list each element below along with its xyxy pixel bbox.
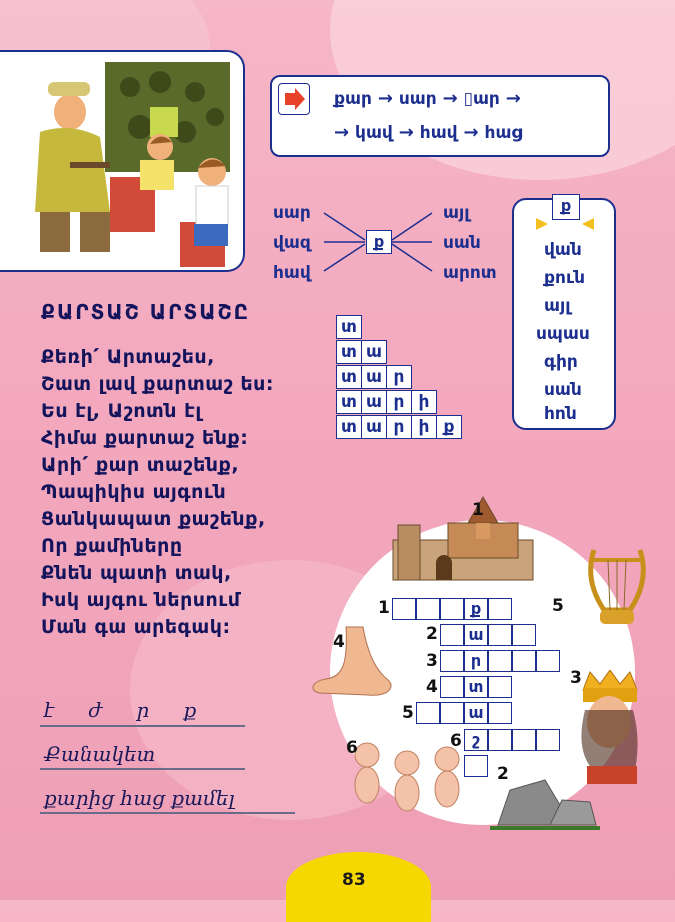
chain-word: հաց bbox=[484, 123, 523, 143]
column-word: գիր bbox=[544, 352, 578, 372]
crossword-cell[interactable] bbox=[440, 676, 464, 698]
writing-line bbox=[40, 812, 295, 814]
crossword-cell[interactable] bbox=[416, 598, 440, 620]
pyramid-cell: ր bbox=[386, 415, 412, 439]
poem-line: Քեռի՛ Արտաշես, bbox=[41, 346, 215, 368]
star-right-word: այլ bbox=[443, 203, 470, 223]
crossword-cell[interactable] bbox=[488, 624, 512, 646]
crossword-cell[interactable] bbox=[488, 676, 512, 698]
pyramid-cell: տ bbox=[336, 415, 362, 439]
pyramid-cell: ա bbox=[361, 365, 387, 389]
chain-word: ▯ար bbox=[463, 89, 500, 109]
stonemason-illustration bbox=[0, 50, 245, 272]
foot-picture bbox=[308, 625, 398, 700]
crossword-cell[interactable] bbox=[488, 702, 512, 724]
column-word: սան bbox=[544, 380, 582, 400]
crossword-cell[interactable]: ա bbox=[464, 702, 488, 724]
arrow-right-icon: → bbox=[505, 88, 521, 109]
pyramid-cell: ի bbox=[411, 390, 437, 414]
page-number: 83 bbox=[342, 870, 366, 890]
star-right-word: արոտ bbox=[443, 263, 497, 283]
row-number: 5 bbox=[402, 703, 414, 723]
word-chain-box bbox=[270, 75, 610, 157]
crossword-cell[interactable]: ք bbox=[464, 598, 488, 620]
crossword-cell[interactable] bbox=[440, 598, 464, 620]
column-word: վան bbox=[544, 240, 582, 260]
clue-number: 6 bbox=[346, 738, 358, 758]
writing-line bbox=[40, 725, 245, 727]
column-word: քուն bbox=[544, 268, 586, 288]
clue-number: 3 bbox=[570, 668, 582, 688]
star-center-letter: ք bbox=[366, 230, 392, 254]
star-left-word: հավ bbox=[273, 263, 311, 283]
poem-line: Իսկ այգու ներսում bbox=[41, 589, 241, 611]
arrow-right-icon: → bbox=[442, 88, 458, 109]
chain-word: սար bbox=[398, 89, 437, 109]
pyramid-cell: ա bbox=[361, 340, 387, 364]
crossword-cell[interactable] bbox=[488, 598, 512, 620]
crossword-cell[interactable]: տ bbox=[464, 676, 488, 698]
chain-row-1 bbox=[334, 88, 521, 109]
poem-line: Ման գա արեգակ: bbox=[41, 616, 231, 638]
queen-picture bbox=[575, 670, 645, 785]
crossword-cell[interactable]: ր bbox=[464, 650, 488, 672]
word-column-box bbox=[512, 198, 616, 430]
poem-line: Քնեն պատի տակ, bbox=[41, 562, 232, 584]
column-word: այլ bbox=[544, 296, 571, 316]
arrow-right-icon: → bbox=[463, 122, 479, 143]
crossword-cell[interactable] bbox=[392, 598, 416, 620]
chain-word: կավ bbox=[355, 123, 393, 143]
arrows-converge-icon bbox=[534, 216, 596, 232]
star-left-word: սար bbox=[273, 203, 311, 223]
writing-line bbox=[40, 768, 245, 770]
row-number: 1 bbox=[378, 598, 390, 618]
crossword-cell[interactable] bbox=[536, 650, 560, 672]
handwriting-word: Քանակետ bbox=[44, 742, 156, 766]
pyramid-cell: ի bbox=[411, 415, 437, 439]
row-number: 4 bbox=[426, 677, 438, 697]
crossword-cell[interactable]: շ bbox=[464, 729, 488, 751]
crossword-cell[interactable] bbox=[512, 729, 536, 751]
clue-number: 1 bbox=[472, 500, 484, 520]
handwriting-letters: է ժ ր ք bbox=[44, 698, 211, 722]
row-number: 2 bbox=[426, 624, 438, 644]
star-right-word: սան bbox=[443, 233, 481, 253]
poem-line: Հիմա քարտաշ ենք: bbox=[41, 427, 249, 449]
pyramid-cell: ր bbox=[386, 390, 412, 414]
poem-title: ՔԱՐՏԱՇ ԱՐՏԱՇԸ bbox=[41, 300, 251, 324]
clue-number: 4 bbox=[333, 632, 345, 652]
pyramid-cell: ք bbox=[436, 415, 462, 439]
pyramid-cell: ա bbox=[361, 415, 387, 439]
chain-word: հավ bbox=[419, 123, 458, 143]
pyramid-cell: տ bbox=[336, 365, 362, 389]
lyre-picture bbox=[582, 540, 652, 640]
arrow-right-icon: → bbox=[398, 122, 414, 143]
column-word: սպաս bbox=[536, 324, 590, 344]
crossword-cell[interactable] bbox=[440, 650, 464, 672]
arrow-start-icon bbox=[278, 83, 310, 115]
column-word: հոն bbox=[544, 404, 577, 424]
crossword-cell[interactable]: ա bbox=[464, 624, 488, 646]
row-number: 3 bbox=[426, 651, 438, 671]
poem-line: Արի՛ քար տաշենք, bbox=[41, 454, 240, 476]
pyramid-cell: տ bbox=[336, 315, 362, 339]
row-number: 6 bbox=[450, 731, 462, 751]
chain-row-2 bbox=[334, 122, 522, 143]
poem-line: Ես էլ, Աշոտն էլ bbox=[41, 400, 202, 422]
poem-line: Շատ լավ քարտաշ ես: bbox=[41, 373, 274, 395]
crossword-cell[interactable] bbox=[464, 755, 488, 777]
crossword-cell[interactable] bbox=[440, 624, 464, 646]
church-fortress-picture bbox=[388, 495, 538, 585]
pyramid-cell: ր bbox=[386, 365, 412, 389]
crossword-cell[interactable] bbox=[440, 702, 464, 724]
pyramid-cell: տ bbox=[336, 390, 362, 414]
arrow-right-icon: → bbox=[377, 88, 393, 109]
handwriting-phrase: քարից հաց քամել bbox=[44, 786, 235, 810]
arrow-right-icon: → bbox=[334, 122, 350, 143]
poem-line: Պապիկիս այգուն bbox=[41, 481, 227, 503]
clue-number: 2 bbox=[497, 764, 509, 784]
crossword-cell[interactable] bbox=[488, 650, 512, 672]
column-header-letter: ք bbox=[552, 194, 580, 220]
crossword-cell[interactable] bbox=[512, 624, 536, 646]
crossword-cell[interactable] bbox=[488, 729, 512, 751]
poem-line: Որ քամիները bbox=[41, 535, 183, 557]
pyramid-cell: տ bbox=[336, 340, 362, 364]
crossword-cell[interactable] bbox=[416, 702, 440, 724]
poem-line: Ցանկապատ քաշենք, bbox=[41, 508, 266, 530]
star-left-word: վազ bbox=[273, 233, 311, 253]
pyramid-cell: ա bbox=[361, 390, 387, 414]
crossword-cell[interactable] bbox=[512, 650, 536, 672]
chain-word: քար bbox=[334, 89, 372, 109]
crossword-cell[interactable] bbox=[536, 729, 560, 751]
clue-number: 5 bbox=[552, 596, 564, 616]
